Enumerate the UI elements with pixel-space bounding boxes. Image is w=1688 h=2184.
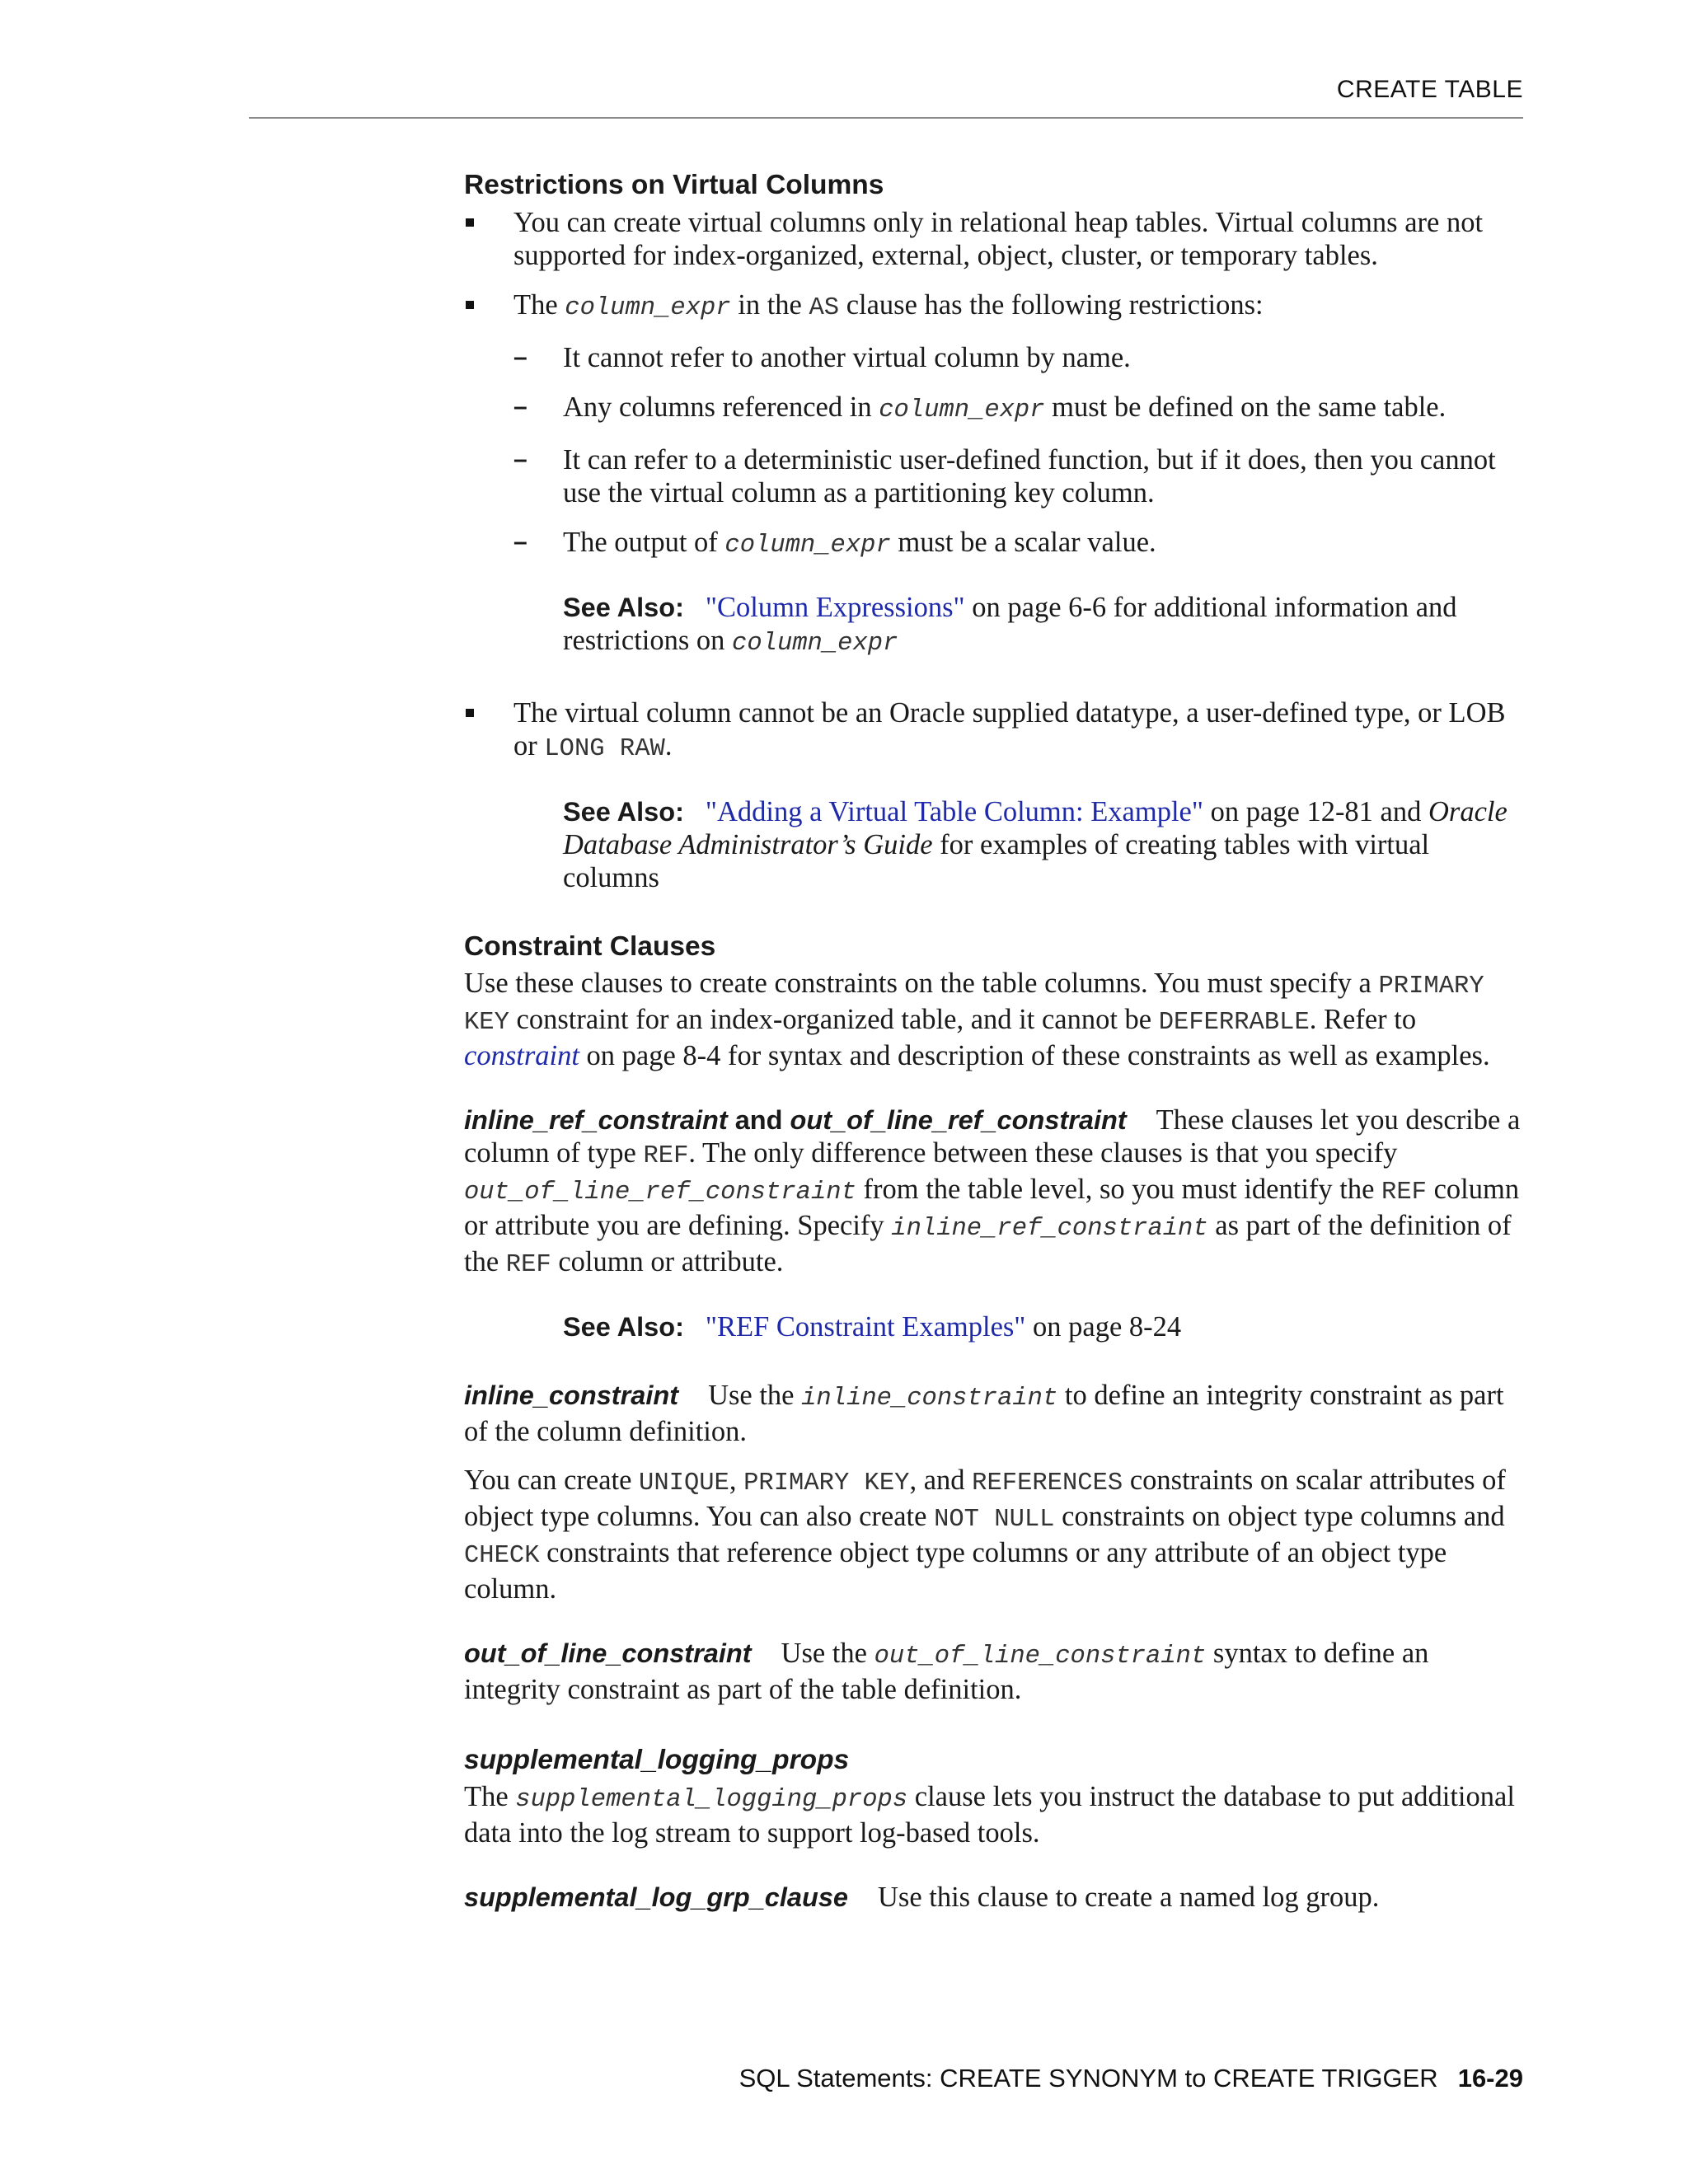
bullet-item bbox=[464, 696, 1527, 766]
dash-icon: – bbox=[513, 528, 528, 555]
paragraph: The supplemental_logging_props clause lets you instruct the database to put additional data into the log stream to support log-based tools. bbox=[464, 1781, 1515, 1849]
paragraph-out-of-line-constraint: out_of_line_constraint Use the out_of_line_constraint syntax to define an integrity constraint as part of the table definition. bbox=[464, 1638, 1429, 1705]
dash-item bbox=[464, 341, 1527, 374]
link-constraint[interactable]: constraint bbox=[464, 1040, 579, 1071]
page-content bbox=[464, 169, 1527, 1914]
bullet-item bbox=[464, 288, 1527, 325]
dash-item bbox=[464, 443, 1527, 509]
heading-supplemental-logging-props: supplemental_logging_props bbox=[464, 1745, 850, 1775]
paragraph: You can create UNIQUE, PRIMARY KEY, and REFERENCES constraints on scalar attributes of object type columns. You can also create NOT NULL constraints on object type columns and CHECK constraints that reference object type columns or any attribute of an object type column. bbox=[464, 1465, 1506, 1605]
link-adding-virtual-column[interactable]: "Adding a Virtual Table Column: Example" bbox=[705, 796, 1203, 827]
see-also-label: See Also: bbox=[563, 1312, 684, 1342]
see-also-note: See Also: "Column Expressions" on page 6-6 for additional information and restrictions on column_expr bbox=[563, 592, 1457, 658]
page-footer bbox=[739, 2064, 1523, 2093]
dash-item bbox=[464, 526, 1527, 562]
see-also-note: See Also: "REF Constraint Examples" on page 8-24 bbox=[563, 1311, 1182, 1343]
see-also-label: See Also: bbox=[563, 797, 684, 827]
dash-text: Any columns referenced in column_expr must be defined on the same table. bbox=[563, 391, 1447, 424]
link-ref-constraint-examples[interactable]: "REF Constraint Examples" bbox=[705, 1311, 1026, 1343]
bullet-icon bbox=[466, 301, 474, 309]
bullet-item bbox=[464, 206, 1527, 272]
dash-icon: – bbox=[513, 344, 528, 371]
paragraph-ref-constraints: inline_ref_constraint and out_of_line_ref_constraint These clauses let you describe a column of type REF. The only difference between these clauses is that you specify out_of_line_ref_constraint from the table level, so you must identify the REF column or attribute you are defining. Specify inline_ref_constraint as part of the definition of the REF column or attribute. bbox=[464, 1104, 1521, 1279]
heading-constraint-clauses: Constraint Clauses bbox=[464, 931, 716, 962]
dash-item bbox=[464, 391, 1527, 427]
paragraph: Use these clauses to create constraints on the table columns. You must specify a PRIMARY KEY constraint for an index-organized table, and it cannot be DEFERRABLE. Refer to constraint on page 8-4 for syntax and description of these constraints as well as examples. bbox=[464, 968, 1490, 1071]
link-column-expressions[interactable]: "Column Expressions" bbox=[705, 592, 965, 623]
heading-restrictions: Restrictions on Virtual Columns bbox=[464, 170, 884, 200]
dash-icon: – bbox=[513, 446, 528, 473]
paragraph-inline-constraint: inline_constraint Use the inline_constraint to define an integrity constraint as part of the column definition. bbox=[464, 1380, 1504, 1447]
bullet-text: The column_expr in the AS clause has the following restrictions: bbox=[513, 289, 1264, 322]
page-header bbox=[249, 76, 1523, 119]
footer-title: SQL Statements: CREATE SYNONYM to CREATE TRIGGER bbox=[738, 2064, 1438, 2093]
paragraph-supplemental-log-grp: supplemental_log_grp_clause Use this clause to create a named log group. bbox=[464, 1882, 1380, 1913]
bullet-icon bbox=[466, 218, 474, 227]
see-also-note: See Also: "Adding a Virtual Table Column: Example" on page 12-81 and Oracle Database Administrator’s Guide for examples of creating tables with virtual columns bbox=[563, 796, 1507, 893]
dash-text: It cannot refer to another virtual column by name. bbox=[563, 342, 1131, 373]
page-number: 16-29 bbox=[1457, 2064, 1523, 2093]
bullet-text: You can create virtual columns only in relational heap tables. Virtual columns are not supported for index-organized, external, object, cluster, or temporary tables. bbox=[513, 207, 1484, 271]
bullet-text: The virtual column cannot be an Oracle supplied datatype, a user-defined type, or LOB or LONG RAW. bbox=[513, 697, 1506, 763]
bullet-icon bbox=[466, 709, 474, 717]
dash-text: The output of column_expr must be a scalar value. bbox=[563, 527, 1156, 560]
dash-text: It can refer to a deterministic user-defined function, but if it does, then you cannot use the virtual column as a partitioning key column. bbox=[563, 444, 1496, 509]
header-title: CREATE TABLE bbox=[1336, 76, 1523, 103]
dash-icon: – bbox=[513, 393, 528, 420]
see-also-label: See Also: bbox=[563, 593, 684, 622]
